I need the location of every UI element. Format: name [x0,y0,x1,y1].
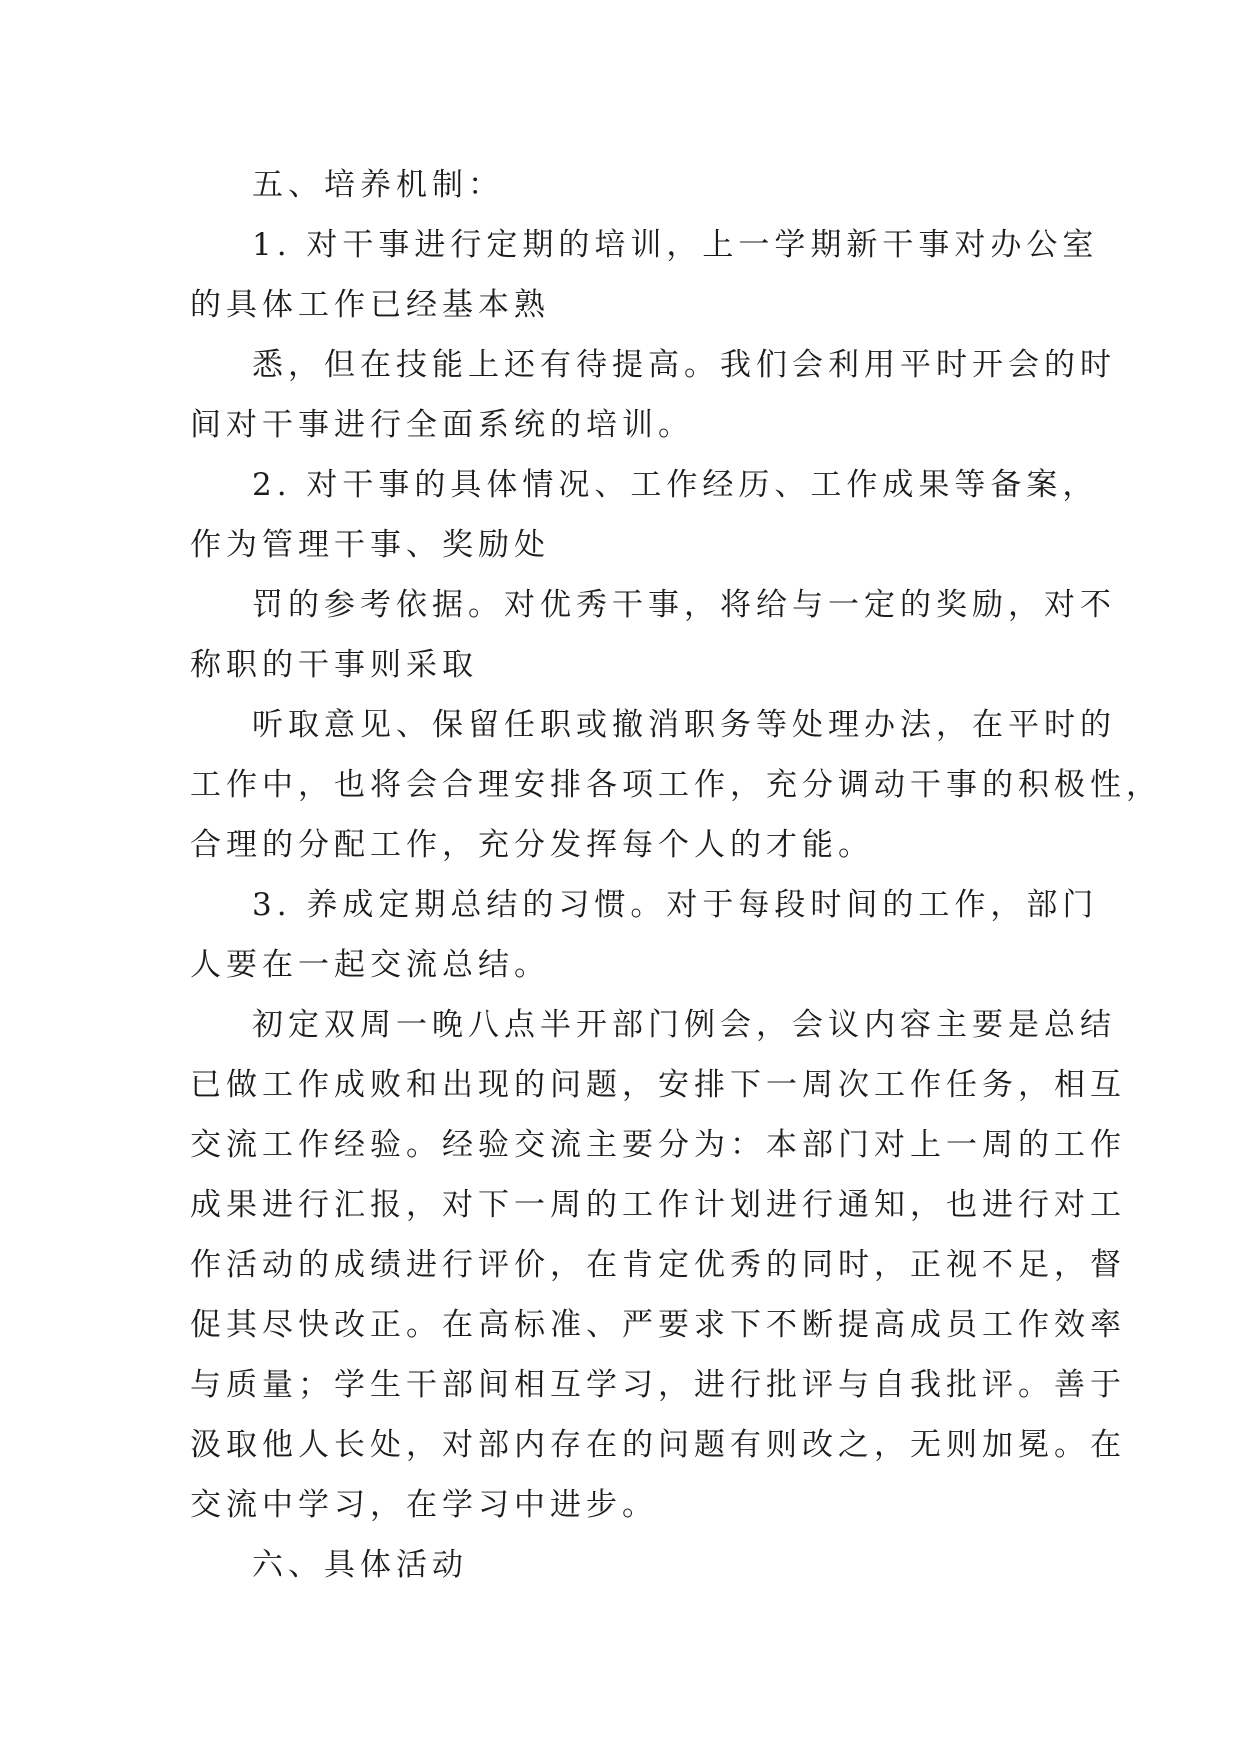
text-line: 人要在一起交流总结。 [190,947,550,983]
text-line: 交流中学习，在学习中进步。 [190,1487,658,1523]
section-heading-training [190,155,1050,215]
text-line: 六、具体活动 [252,1547,468,1583]
section-heading-activities [190,1535,1050,1595]
text-line: 罚的参考依据。对优秀干事，将给与一定的奖励，对不 [252,587,1116,623]
text-line: 作活动的成绩进行评价，在肯定优秀的同时，正视不足，督 [190,1247,1126,1283]
text-line: 成果进行汇报，对下一周的工作计划进行通知，也进行对工 [190,1187,1126,1223]
text-line: 3. 养成定期总结的习惯。对于每段时间的工作，部门 [252,887,1099,923]
document-body [190,155,1162,1595]
text-line: 工作中，也将会合理安排各项工作，充分调动干事的积极性， [190,767,1162,803]
text-line: 初定双周一晚八点半开部门例会，会议内容主要是总结 [252,1007,1116,1043]
text-line: 作为管理干事、奖励处 [190,527,550,563]
paragraph-item-1-cont [190,335,1116,455]
text-line: 已做工作成败和出现的问题，安排下一周次工作任务，相互 [190,1067,1126,1103]
text-line: 合理的分配工作，充分发挥每个人的才能。 [190,827,874,863]
text-line: 悉，但在技能上还有待提高。我们会利用平时开会的时 [252,347,1116,383]
paragraph-item-2-cont [190,575,1116,695]
text-line: 的具体工作已经基本熟 [190,287,550,323]
text-line: 2. 对干事的具体情况、工作经历、工作成果等备案， [252,467,1099,503]
text-line: 促其尽快改正。在高标准、严要求下不断提高成员工作效率 [190,1307,1126,1343]
text-line: 交流工作经验。经验交流主要分为：本部门对上一周的工作 [190,1127,1126,1163]
paragraph-item-2 [190,455,1099,575]
text-line: 称职的干事则采取 [190,647,478,683]
text-line: 五、培养机制： [252,167,504,203]
paragraph-item-1 [190,215,1099,335]
text-line: 间对干事进行全面系统的培训。 [190,407,694,443]
text-line: 1. 对干事进行定期的培训，上一学期新干事对办公室 [252,227,1099,263]
text-line: 听取意见、保留任职或撤消职务等处理办法，在平时的 [252,707,1116,743]
paragraph-item-3 [190,875,1099,995]
text-line: 汲取他人长处，对部内存在的问题有则改之，无则加冕。在 [190,1427,1126,1463]
paragraph-item-2-cont2 [190,695,1162,875]
paragraph-meeting [190,995,1126,1535]
text-line: 与质量；学生干部间相互学习，进行批评与自我批评。善于 [190,1367,1126,1403]
